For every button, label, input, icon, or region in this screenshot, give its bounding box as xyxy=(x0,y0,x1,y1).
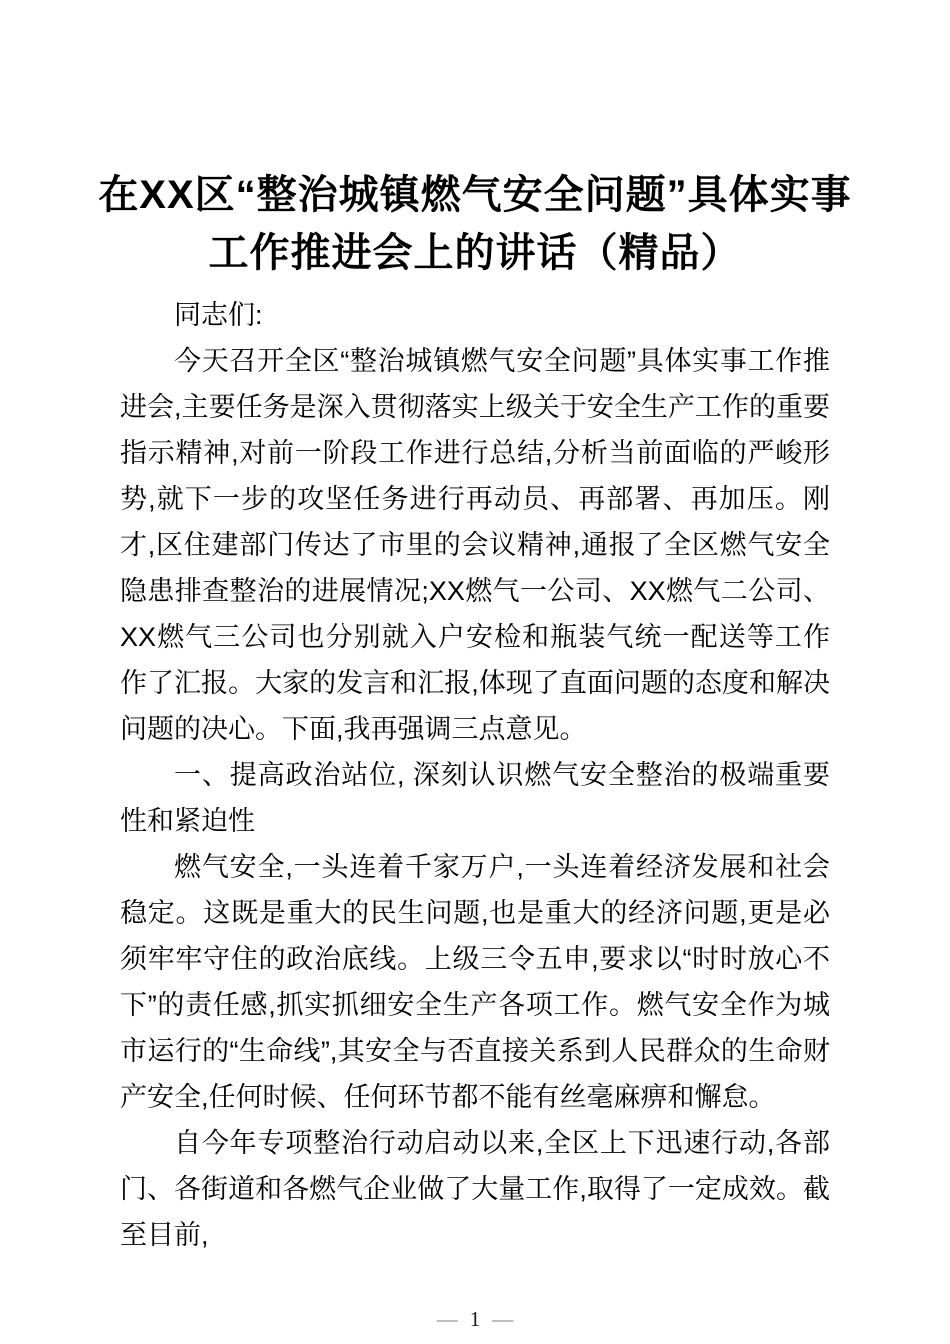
paragraph-salutation: 同志们: xyxy=(174,300,263,330)
paragraph-gas-safety-importance: 燃气安全,一头连着千家万户,一头连着经济发展和社会稳定。这既是重大的民生问题,也是重大的经济问题,更是必须牢牢守住的政治底线。上级三令五申,要求以“时时放心不下”的责任感,抓实抓细安全生产各项工作。燃气安全作为城市运行的“生命线”,其安全与否直接关系到人民群众的生命财产安全,任何时候、任何环节都不能有丝毫麻痹和懈怠。 xyxy=(120,852,830,1112)
document-body xyxy=(120,292,830,1258)
page-footer xyxy=(0,1307,950,1332)
footer-dash-left: — xyxy=(436,1307,458,1331)
document-title: 在XX区“整治城镇燃气安全问题”具体实事工作推进会上的讲话（精品） xyxy=(98,173,852,275)
page-number: 1 xyxy=(469,1307,481,1331)
paragraph-campaign-progress: 自今年专项整治行动启动以来,全区上下迅速行动,各部门、各街道和各燃气企业做了大量工作,取得了一定成效。截至目前, xyxy=(120,1128,830,1250)
footer-dash-right: — xyxy=(492,1307,514,1331)
paragraph-meeting-intro: 今天召开全区“整治城镇燃气安全问题”具体实事工作推进会,主要任务是深入贯彻落实上级关于安全生产工作的重要指示精神,对前一阶段工作进行总结,分析当前面临的严峻形势,就下一步的攻坚任务进行再动员、再部署、再加压。刚才,区住建部门传达了市里的会议精神,通报了全区燃气安全隐患排查整治的进展情况;XX燃气一公司、XX燃气二公司、XX燃气三公司也分别就入户安检和瓶装气统一配送等工作作了汇报。大家的发言和汇报,体现了直面问题的态度和解决问题的决心。下面,我再强调三点意见。 xyxy=(120,346,830,744)
section-heading-1: 一、提高政治站位, 深刻认识燃气安全整治的极端重要性和紧迫性 xyxy=(120,760,830,836)
